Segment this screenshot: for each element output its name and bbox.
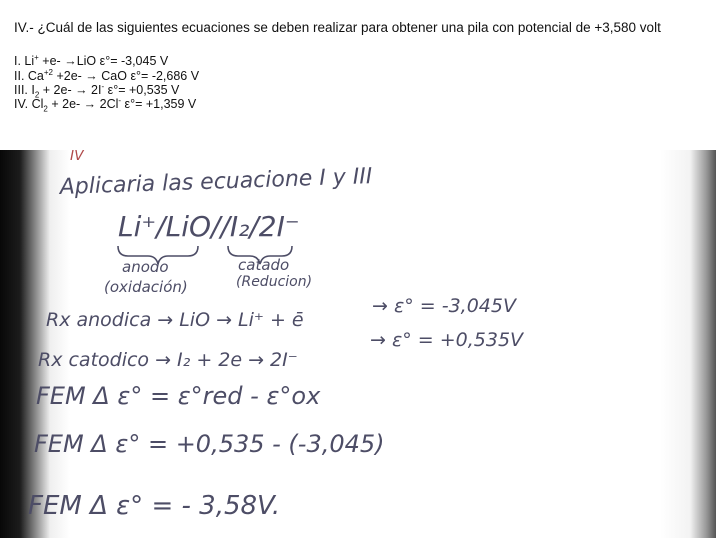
hw-anode: anodo: [122, 258, 169, 276]
hw-rx-anodica-potential: → ε° = -3,045V: [372, 295, 516, 317]
hw-cell-notation: Li⁺/LiO//I₂/2I⁻: [118, 210, 300, 243]
hw-anode-note: (oxidación): [104, 278, 188, 296]
handwriting-canvas: [0, 150, 716, 538]
hw-fem-3: FEM Δ ε° = - 3,58V.: [28, 491, 281, 521]
hw-rx-catodica: Rx catodico → I₂ + 2e → 2I⁻: [38, 349, 298, 371]
question-number: IV.-: [14, 20, 34, 35]
hw-rx-catodica-potential: → ε° = +0,535V: [370, 329, 524, 351]
hw-fem-2: FEM Δ ε° = +0,535 - (-3,045): [34, 430, 385, 458]
hw-cathode-note: (Reducion): [236, 274, 313, 290]
equation-2: II. $Ca^{+2} +2e-$ → CaO ε°= -2,686 V: [14, 67, 200, 83]
equation-4: IV. $Cl_2 + 2e- \to 2Cl^-$ ε°= +1,359 V: [14, 95, 197, 114]
equation-3: III. $I_2 + 2e- \to 2I^-$ ε°= +0,535 V: [14, 81, 180, 100]
equation-1: I. Li+ +e- →LiO ε°= -3,045 V: [14, 52, 169, 68]
hw-fem-1: FEM Δ ε° = ε°red - ε°ox: [36, 382, 321, 410]
printed-question-section: [0, 0, 716, 150]
hw-line-1: Aplicaria las ecuacione I y III: [59, 164, 373, 200]
hw-rx-anodica: Rx anodica → LiO → Li⁺ + ē: [46, 309, 304, 331]
hw-top-mark: IV: [70, 150, 84, 164]
hw-cathode: catado: [238, 256, 290, 274]
question-text: [14, 20, 661, 35]
handwritten-photo: [0, 150, 716, 538]
question-body: ¿Cuál de las siguientes ecuaciones se deben realizar para obtener una pila con potencial de +3,580 volt: [37, 20, 661, 35]
